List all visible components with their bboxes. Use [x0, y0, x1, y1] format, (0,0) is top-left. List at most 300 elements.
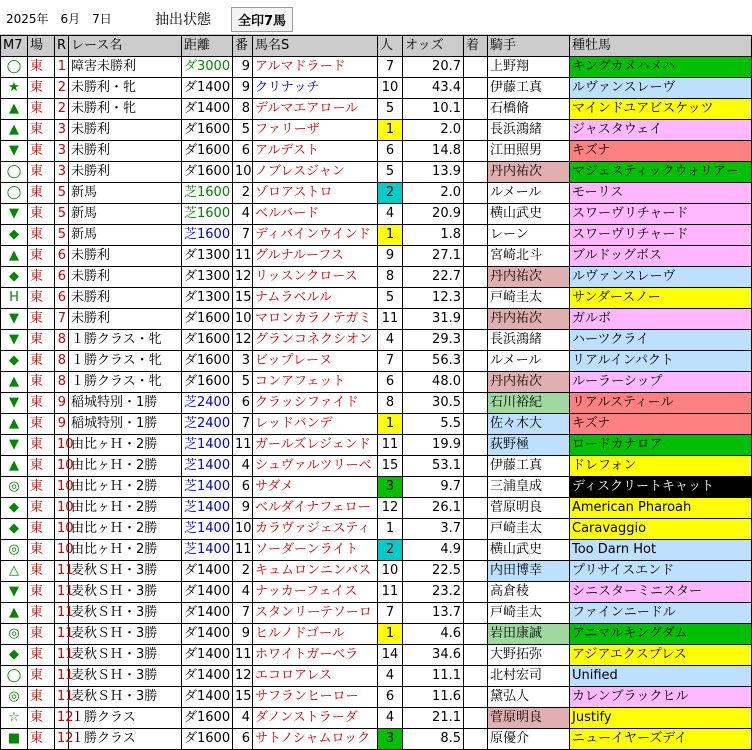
finish-cell	[464, 414, 488, 435]
race-number-cell: 5	[55, 225, 69, 246]
table-row[interactable]	[1, 183, 752, 204]
sire-cell: マインドユアビスケッツ	[570, 99, 752, 120]
table-row[interactable]	[1, 330, 752, 351]
sire-cell: American Pharoah	[570, 498, 752, 519]
race-name-cell: 麦秋ＳＨ・3勝	[69, 603, 182, 624]
table-row[interactable]	[1, 393, 752, 414]
race-number-cell: 5	[55, 204, 69, 225]
jockey-cell: レーン	[488, 225, 570, 246]
distance-cell: ダ1300	[182, 267, 233, 288]
column-header[interactable]: 人	[378, 36, 403, 57]
sire-cell: サンダースノー	[570, 288, 752, 309]
venue-cell: 東	[28, 288, 55, 309]
horse-name-cell: デルマエアロール	[253, 99, 378, 120]
jockey-cell: ルメール	[488, 183, 570, 204]
distance-cell: 芝1600	[182, 183, 233, 204]
venue-cell: 東	[28, 540, 55, 561]
popularity-cell: 3	[378, 729, 403, 750]
race-number-cell: 10	[55, 519, 69, 540]
table-header-row	[1, 36, 752, 57]
race-number-cell: 11	[55, 582, 69, 603]
finish-cell	[464, 624, 488, 645]
horse-number-cell: 8	[233, 99, 253, 120]
finish-cell	[464, 372, 488, 393]
race-name-cell: 麦秋ＳＨ・3勝	[69, 582, 182, 603]
horse-name-cell: ソーダーンライト	[253, 540, 378, 561]
distance-cell: ダ1600	[182, 729, 233, 750]
race-name-cell: 新馬	[69, 204, 182, 225]
odds-cell: 13.7	[403, 603, 464, 624]
mark-cell: △	[1, 561, 28, 582]
jockey-cell: 石橋脩	[488, 99, 570, 120]
table-row[interactable]	[1, 99, 752, 120]
mark-cell: ▼	[1, 393, 28, 414]
column-header[interactable]: R	[55, 36, 69, 57]
race-name-cell: 麦秋ＳＨ・3勝	[69, 561, 182, 582]
column-header[interactable]: 番	[233, 36, 253, 57]
jockey-cell: 荻野極	[488, 435, 570, 456]
race-name-cell: 未勝利	[69, 120, 182, 141]
finish-cell	[464, 708, 488, 729]
race-number-cell: 12	[55, 729, 69, 750]
finish-cell	[464, 582, 488, 603]
venue-cell: 東	[28, 582, 55, 603]
mark-cell: ★	[1, 78, 28, 99]
mark-cell: H	[1, 288, 28, 309]
finish-cell	[464, 309, 488, 330]
distance-cell: ダ1400	[182, 561, 233, 582]
popularity-cell: 11	[378, 582, 403, 603]
table-row[interactable]	[1, 687, 752, 708]
horse-name-cell: ホワイトガーベラ	[253, 645, 378, 666]
distance-cell: 芝1400	[182, 477, 233, 498]
race-number-cell: 8	[55, 330, 69, 351]
distance-cell: ダ1300	[182, 246, 233, 267]
jockey-cell: 丹内祐次	[488, 162, 570, 183]
race-number-cell: 9	[55, 414, 69, 435]
race-number-cell: 10	[55, 456, 69, 477]
horse-number-cell: 12	[233, 666, 253, 687]
horse-name-cell: ビップレーヌ	[253, 351, 378, 372]
mark-cell: ▲	[1, 414, 28, 435]
horse-number-cell: 6	[233, 729, 253, 750]
mark-cell: ▲	[1, 456, 28, 477]
horse-name-cell: ナムラベルル	[253, 288, 378, 309]
table-row[interactable]	[1, 57, 752, 78]
popularity-cell: 4	[378, 330, 403, 351]
jockey-cell: 佐々木大	[488, 414, 570, 435]
mark-cell: ◯	[1, 183, 28, 204]
race-number-cell: 8	[55, 372, 69, 393]
distance-cell: ダ1600	[182, 120, 233, 141]
sire-cell: リアルスティール	[570, 393, 752, 414]
sire-cell: Justify	[570, 708, 752, 729]
table-row[interactable]	[1, 267, 752, 288]
table-row[interactable]	[1, 204, 752, 225]
odds-cell: 34.6	[403, 645, 464, 666]
venue-cell: 東	[28, 687, 55, 708]
sire-cell: ディスクリートキャット	[570, 477, 752, 498]
table-row[interactable]	[1, 603, 752, 624]
race-number-cell: 3	[55, 120, 69, 141]
column-header[interactable]: 着	[464, 36, 488, 57]
table-row[interactable]	[1, 540, 752, 561]
distance-cell: ダ1600	[182, 309, 233, 330]
table-row[interactable]	[1, 561, 752, 582]
column-header[interactable]: 騎手	[488, 36, 570, 57]
table-row[interactable]	[1, 246, 752, 267]
table-row[interactable]	[1, 141, 752, 162]
race-name-cell: 未勝利	[69, 246, 182, 267]
horse-number-cell: 15	[233, 687, 253, 708]
horse-name-cell: アルデスト	[253, 141, 378, 162]
race-name-cell: 稲城特別・1勝	[69, 414, 182, 435]
odds-cell: 23.2	[403, 582, 464, 603]
race-number-cell: 12	[55, 708, 69, 729]
popularity-cell: 4	[378, 204, 403, 225]
race-number-cell: 11	[55, 561, 69, 582]
finish-cell	[464, 99, 488, 120]
distance-cell: 芝1600	[182, 204, 233, 225]
finish-cell	[464, 267, 488, 288]
popularity-cell: 6	[378, 141, 403, 162]
mark-cell: ◆	[1, 351, 28, 372]
jockey-cell: 伊藤工真	[488, 456, 570, 477]
odds-cell: 4.6	[403, 624, 464, 645]
race-name-cell: 新馬	[69, 183, 182, 204]
column-header[interactable]: 場	[28, 36, 55, 57]
table-row[interactable]	[1, 372, 752, 393]
distance-cell: 芝2400	[182, 414, 233, 435]
sire-cell: ルヴァンスレーヴ	[570, 267, 752, 288]
column-header[interactable]: 距離	[182, 36, 233, 57]
race-number-cell: 10	[55, 477, 69, 498]
popularity-cell: 5	[378, 288, 403, 309]
distance-cell: ダ1400	[182, 603, 233, 624]
race-number-cell: 11	[55, 603, 69, 624]
column-header[interactable]: レース名	[69, 36, 182, 57]
race-number-cell: 10	[55, 498, 69, 519]
venue-cell: 東	[28, 99, 55, 120]
popularity-cell: 1	[378, 519, 403, 540]
table-row[interactable]	[1, 414, 752, 435]
table-body	[1, 57, 752, 750]
popularity-cell: 6	[378, 687, 403, 708]
venue-cell: 東	[28, 351, 55, 372]
sire-cell: ドレフォン	[570, 456, 752, 477]
horse-name-cell: カラヴァジェスティ	[253, 519, 378, 540]
mark-cell: ▲	[1, 99, 28, 120]
mark-cell: ▼	[1, 309, 28, 330]
jockey-cell: 横山武史	[488, 540, 570, 561]
race-name-cell: 未勝利・牝	[69, 78, 182, 99]
finish-cell	[464, 183, 488, 204]
filter-state-button[interactable]: 全印7馬	[231, 7, 293, 32]
odds-cell: 13.9	[403, 162, 464, 183]
race-number-cell: 7	[55, 309, 69, 330]
popularity-cell: 2	[378, 183, 403, 204]
horse-number-cell: 4	[233, 456, 253, 477]
date-label: 2025年 6月 7日	[6, 12, 112, 26]
sire-cell: ニューイヤーズデイ	[570, 729, 752, 750]
race-number-cell: 8	[55, 351, 69, 372]
popularity-cell: 7	[378, 603, 403, 624]
horse-number-cell: 12	[233, 330, 253, 351]
table-row[interactable]	[1, 225, 752, 246]
table-row[interactable]	[1, 477, 752, 498]
race-name-cell: 未勝利	[69, 162, 182, 183]
race-name-cell: 由比ヶＨ・2勝	[69, 498, 182, 519]
venue-cell: 東	[28, 309, 55, 330]
sire-cell: キングカメハメハ	[570, 57, 752, 78]
popularity-cell: 5	[378, 99, 403, 120]
sire-cell: ガルボ	[570, 309, 752, 330]
table-row[interactable]	[1, 708, 752, 729]
distance-cell: 芝1400	[182, 519, 233, 540]
table-row[interactable]	[1, 162, 752, 183]
odds-cell: 11.1	[403, 666, 464, 687]
table-row[interactable]	[1, 351, 752, 372]
mark-cell: ◯	[1, 162, 28, 183]
horse-name-cell: ディバインウインド	[253, 225, 378, 246]
odds-cell: 12.3	[403, 288, 464, 309]
popularity-cell: 1	[378, 414, 403, 435]
finish-cell	[464, 729, 488, 750]
mark-cell: ◯	[1, 57, 28, 78]
popularity-cell: 8	[378, 267, 403, 288]
popularity-cell: 7	[378, 351, 403, 372]
popularity-cell: 2	[378, 540, 403, 561]
popularity-cell: 4	[378, 708, 403, 729]
distance-cell: ダ1400	[182, 624, 233, 645]
race-name-cell: １勝クラス・牝	[69, 351, 182, 372]
race-number-cell: 5	[55, 183, 69, 204]
finish-cell	[464, 645, 488, 666]
mark-cell: ▼	[1, 435, 28, 456]
jockey-cell: 長浜鴻緒	[488, 120, 570, 141]
horse-number-cell: 3	[233, 351, 253, 372]
table-row[interactable]	[1, 624, 752, 645]
horse-number-cell: 2	[233, 183, 253, 204]
sire-cell: プリサイスエンド	[570, 561, 752, 582]
race-name-cell: 障害未勝利	[69, 57, 182, 78]
sire-cell: ルーラーシップ	[570, 372, 752, 393]
jockey-cell: 石川裕紀	[488, 393, 570, 414]
finish-cell	[464, 246, 488, 267]
race-number-cell: 10	[55, 435, 69, 456]
sire-cell: Caravaggio	[570, 519, 752, 540]
horse-number-cell: 9	[233, 78, 253, 99]
venue-cell: 東	[28, 624, 55, 645]
venue-cell: 東	[28, 372, 55, 393]
race-number-cell: 3	[55, 141, 69, 162]
jockey-cell: 伊藤工真	[488, 78, 570, 99]
jockey-cell: 上野翔	[488, 57, 570, 78]
table-row[interactable]	[1, 498, 752, 519]
sire-cell: キズナ	[570, 141, 752, 162]
mark-cell: ◆	[1, 267, 28, 288]
mark-cell: ▲	[1, 603, 28, 624]
race-name-cell: 由比ヶＨ・2勝	[69, 456, 182, 477]
race-number-cell: 9	[55, 393, 69, 414]
horse-name-cell: コンアフェット	[253, 372, 378, 393]
horse-name-cell: グルナルーフス	[253, 246, 378, 267]
table-row[interactable]	[1, 120, 752, 141]
sire-cell: ロードカナロア	[570, 435, 752, 456]
venue-cell: 東	[28, 183, 55, 204]
horse-name-cell: レッドバンデ	[253, 414, 378, 435]
mark-cell: ◆	[1, 225, 28, 246]
sire-cell: カレンブラックヒル	[570, 687, 752, 708]
finish-cell	[464, 288, 488, 309]
race-number-cell: 6	[55, 267, 69, 288]
odds-cell: 53.1	[403, 456, 464, 477]
odds-cell: 43.4	[403, 78, 464, 99]
table-row[interactable]	[1, 582, 752, 603]
horse-number-cell: 15	[233, 288, 253, 309]
distance-cell: ダ1600	[182, 162, 233, 183]
jockey-cell: 黛弘人	[488, 687, 570, 708]
popularity-cell: 1	[378, 120, 403, 141]
venue-cell: 東	[28, 120, 55, 141]
venue-cell: 東	[28, 603, 55, 624]
popularity-cell: 10	[378, 561, 403, 582]
odds-cell: 9.7	[403, 477, 464, 498]
race-name-cell: 麦秋ＳＨ・3勝	[69, 645, 182, 666]
popularity-cell: 15	[378, 456, 403, 477]
race-name-cell: 未勝利	[69, 288, 182, 309]
distance-cell: 芝1400	[182, 540, 233, 561]
jockey-cell: 原優介	[488, 729, 570, 750]
horse-number-cell: 9	[233, 57, 253, 78]
distance-cell: 芝1400	[182, 435, 233, 456]
column-header[interactable]: 馬名S	[253, 36, 378, 57]
horse-name-cell: クリナッチ	[253, 78, 378, 99]
race-name-cell: 由比ヶＨ・2勝	[69, 519, 182, 540]
table-row[interactable]	[1, 519, 752, 540]
venue-cell: 東	[28, 456, 55, 477]
odds-cell: 3.7	[403, 519, 464, 540]
mark-cell: ◎	[1, 687, 28, 708]
venue-cell: 東	[28, 246, 55, 267]
horse-number-cell: 10	[233, 519, 253, 540]
popularity-cell: 3	[378, 477, 403, 498]
mark-cell: ◯	[1, 666, 28, 687]
column-header[interactable]: オッズ	[403, 36, 464, 57]
horse-number-cell: 11	[233, 540, 253, 561]
horse-name-cell: ヒルノドゴール	[253, 624, 378, 645]
race-name-cell: 麦秋ＳＨ・3勝	[69, 687, 182, 708]
odds-cell: 5.5	[403, 414, 464, 435]
jockey-cell: 横山武史	[488, 204, 570, 225]
finish-cell	[464, 666, 488, 687]
jockey-cell: 戸崎圭太	[488, 519, 570, 540]
table-row[interactable]	[1, 435, 752, 456]
finish-cell	[464, 456, 488, 477]
distance-cell: ダ1600	[182, 708, 233, 729]
table-row[interactable]	[1, 309, 752, 330]
distance-cell: ダ1600	[182, 330, 233, 351]
finish-cell	[464, 57, 488, 78]
horse-number-cell: 11	[233, 246, 253, 267]
horse-number-cell: 11	[233, 645, 253, 666]
finish-cell	[464, 519, 488, 540]
race-name-cell: 新馬	[69, 225, 182, 246]
popularity-cell: 14	[378, 645, 403, 666]
venue-cell: 東	[28, 477, 55, 498]
distance-cell: 芝1600	[182, 225, 233, 246]
finish-cell	[464, 78, 488, 99]
venue-cell: 東	[28, 204, 55, 225]
venue-cell: 東	[28, 414, 55, 435]
odds-cell: 30.5	[403, 393, 464, 414]
distance-cell: ダ1400	[182, 666, 233, 687]
popularity-cell: 1	[378, 624, 403, 645]
sire-cell: Too Darn Hot	[570, 540, 752, 561]
sire-cell: アニマルキングダム	[570, 624, 752, 645]
table-row[interactable]	[1, 288, 752, 309]
table-row[interactable]	[1, 666, 752, 687]
horse-name-cell: リッスンクロース	[253, 267, 378, 288]
odds-cell: 11.6	[403, 687, 464, 708]
horse-number-cell: 2	[233, 561, 253, 582]
mark-cell: ▲	[1, 372, 28, 393]
horse-number-cell: 7	[233, 414, 253, 435]
popularity-cell: 4	[378, 666, 403, 687]
race-name-cell: 由比ヶＨ・2勝	[69, 477, 182, 498]
horse-name-cell: キュムロンニンバス	[253, 561, 378, 582]
finish-cell	[464, 120, 488, 141]
distance-cell: 芝1400	[182, 498, 233, 519]
table-row[interactable]	[1, 456, 752, 477]
race-number-cell: 6	[55, 246, 69, 267]
distance-cell: ダ1400	[182, 78, 233, 99]
jockey-cell: 戸崎圭太	[488, 603, 570, 624]
finish-cell	[464, 435, 488, 456]
column-header[interactable]: 種牡馬	[570, 36, 752, 57]
table-row[interactable]	[1, 645, 752, 666]
finish-cell	[464, 393, 488, 414]
venue-cell: 東	[28, 267, 55, 288]
filter-label: 抽出状態	[155, 12, 211, 28]
race-number-cell: 11	[55, 624, 69, 645]
mark-cell: ▼	[1, 141, 28, 162]
horse-number-cell: 11	[233, 435, 253, 456]
race-name-cell: 稲城特別・1勝	[69, 393, 182, 414]
jockey-cell: 長浜鴻緒	[488, 330, 570, 351]
horse-number-cell: 5	[233, 120, 253, 141]
sire-cell: アジアエクスプレス	[570, 645, 752, 666]
odds-cell: 4.9	[403, 540, 464, 561]
column-header[interactable]: M7	[1, 36, 28, 57]
mark-cell: ◎	[1, 540, 28, 561]
jockey-cell: 内田博幸	[488, 561, 570, 582]
horse-name-cell: アルマドラード	[253, 57, 378, 78]
venue-cell: 東	[28, 141, 55, 162]
race-number-cell: 6	[55, 288, 69, 309]
jockey-cell: 北村宏司	[488, 666, 570, 687]
race-number-cell: 11	[55, 645, 69, 666]
table-row[interactable]	[1, 78, 752, 99]
mark-cell: ◆	[1, 645, 28, 666]
table-row[interactable]	[1, 729, 752, 750]
odds-cell: 14.8	[403, 141, 464, 162]
horse-name-cell: ゾロアストロ	[253, 183, 378, 204]
mark-cell: ☆	[1, 708, 28, 729]
race-number-cell: 3	[55, 162, 69, 183]
horse-name-cell: ガールズレジェンド	[253, 435, 378, 456]
horse-name-cell: ナッカーフェイス	[253, 582, 378, 603]
